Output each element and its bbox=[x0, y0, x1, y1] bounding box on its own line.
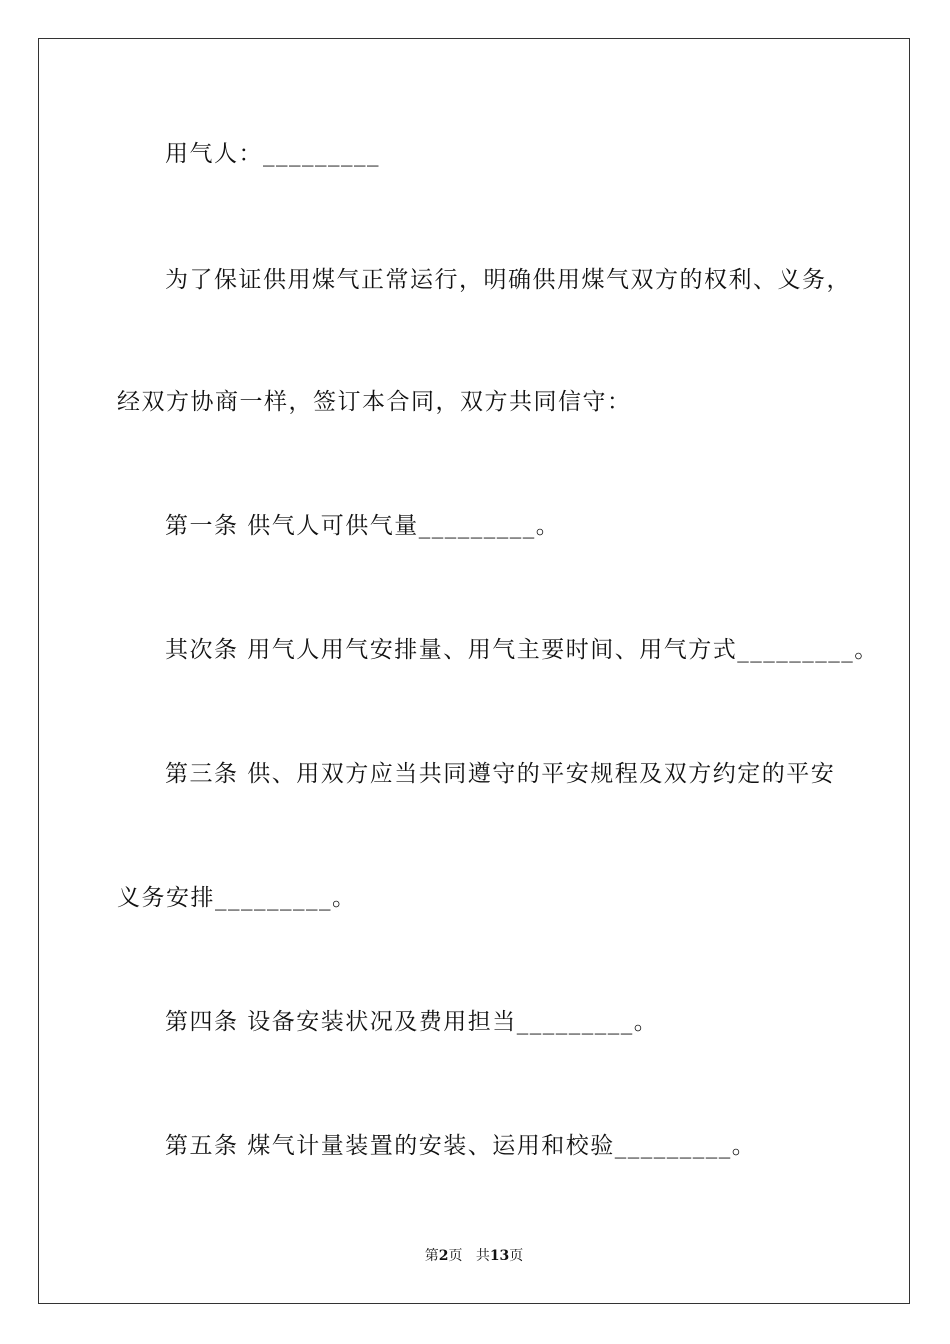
article-1: 第一条 供气人可供气量_________。 bbox=[165, 513, 561, 539]
page-number: 2 bbox=[438, 1248, 449, 1264]
page-frame bbox=[38, 38, 910, 1304]
article-4: 第四条 设备安装状况及费用担当_________。 bbox=[165, 1009, 659, 1035]
total-suffix: 页 bbox=[509, 1248, 524, 1264]
user-party-line: 用气人：_________ bbox=[165, 141, 380, 167]
preamble-line-2: 经双方协商一样，签订本合同，双方共同信守： bbox=[117, 389, 632, 415]
page-prefix: 第 bbox=[424, 1248, 439, 1264]
article-3-line-2: 义务安排_________。 bbox=[117, 885, 357, 911]
article-5: 第五条 煤气计量装置的安装、运用和校验_________。 bbox=[165, 1133, 757, 1159]
article-2: 其次条 用气人用气安排量、用气主要时间、用气方式_________。 bbox=[165, 637, 879, 663]
page-suffix: 页 bbox=[448, 1248, 463, 1264]
article-3-line-1: 第三条 供、用双方应当共同遵守的平安规程及双方约定的平安 bbox=[165, 761, 836, 787]
preamble-line-1: 为了保证供用煤气正常运行，明确供用煤气双方的权利、义务， bbox=[165, 267, 851, 293]
total-pages: 13 bbox=[489, 1248, 510, 1264]
page-footer bbox=[39, 1247, 909, 1265]
total-prefix: 共 bbox=[475, 1248, 490, 1264]
